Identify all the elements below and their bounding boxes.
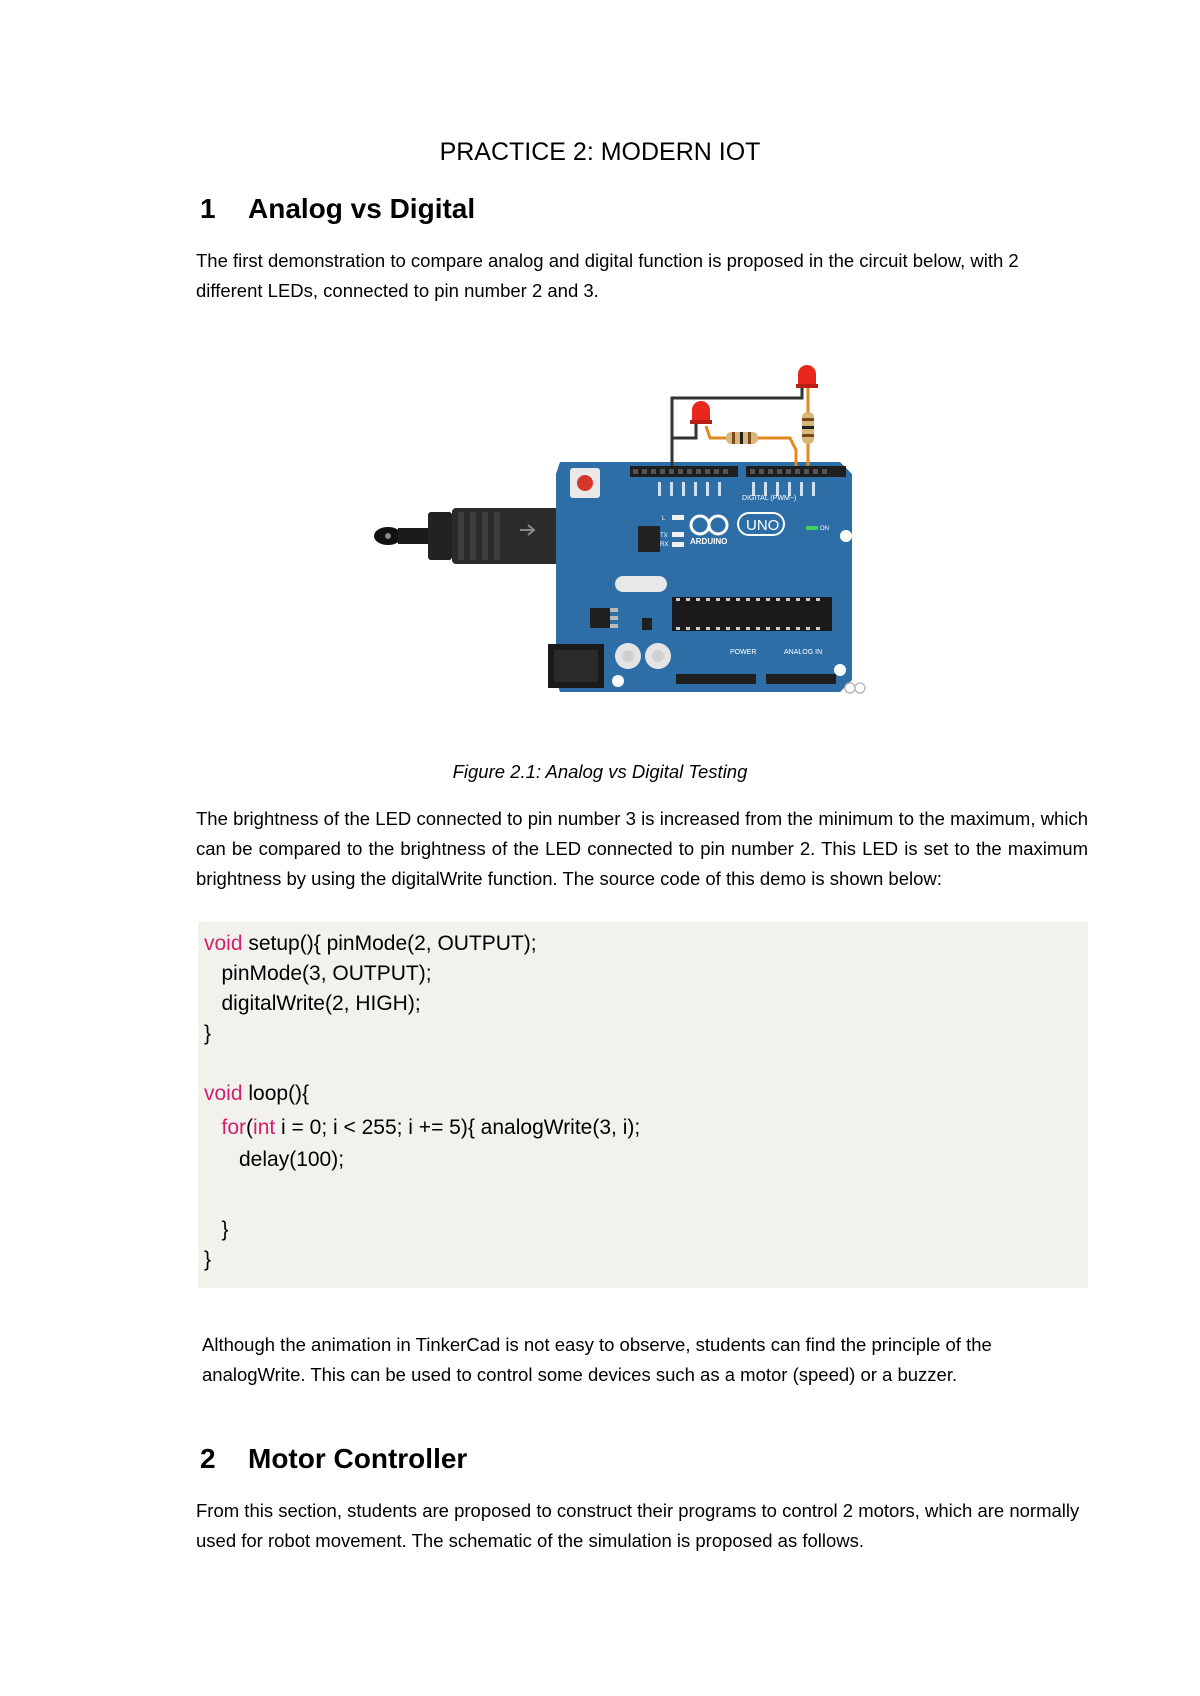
code-keyword: for (221, 1116, 247, 1139)
tx-label: TX (660, 533, 668, 539)
code-keyword: int (253, 1116, 276, 1139)
rx-label: RX (660, 542, 669, 548)
code-text: loop(){ (242, 1082, 310, 1105)
l-led-label: L (662, 516, 666, 522)
on-label: ON (820, 526, 829, 532)
analog-label: ANALOG IN (784, 649, 823, 656)
section-number: 1 (200, 193, 216, 224)
code-indent (204, 1116, 222, 1139)
section-heading (200, 1440, 467, 1478)
section-title: Motor Controller (248, 1443, 468, 1474)
code-block (198, 922, 1088, 1288)
resistor (726, 432, 758, 444)
code-line (204, 1080, 309, 1108)
brand-label: ARDUINO (690, 537, 728, 546)
section-title: Analog vs Digital (248, 193, 476, 224)
arduino-circuit-figure (370, 362, 900, 712)
digital-label: DIGITAL (PWM~) (742, 495, 797, 502)
resistor (802, 412, 814, 444)
code-keyword: void (204, 932, 243, 955)
code-line: } (204, 1218, 229, 1241)
section-number: 2 (200, 1443, 216, 1474)
figure-caption: Figure 2.1: Analog vs Digital Testing (452, 761, 748, 782)
power-label: POWER (730, 649, 757, 656)
code-line: delay(100); (204, 1148, 345, 1171)
code-keyword: void (204, 1082, 243, 1105)
code-line (204, 1114, 640, 1142)
code-text: i = 0; i < 255; i += 5){ analogWrite(3, i); (275, 1116, 641, 1139)
after-code-paragraph: Although the animation in TinkerCad is not easy to observe, students can find the principle of the analogWrite. This can be used to control some devices such as a motor (speed) or a buzzer. (202, 1334, 992, 1385)
code-line: } (204, 1022, 212, 1045)
arduino-board (548, 462, 865, 693)
code-line (204, 930, 537, 958)
code-line: digitalWrite(2, HIGH); (204, 992, 421, 1015)
body-paragraph: The brightness of the LED connected to pin number 3 is increased from the minimum to the maximum, which can be compared to the brightness of the LED connected to pin number 2. This LED is set to the maximum brightness by using the digitalWrite function. The source code of this demo is shown below: (196, 808, 1088, 889)
model-label: UNO (746, 517, 780, 534)
code-text: setup(){ pinMode(2, OUTPUT); (242, 932, 537, 955)
document-title: PRACTICE 2: MODERN IOT (439, 138, 761, 166)
code-line: } (204, 1248, 212, 1271)
led-pin-3 (796, 365, 818, 388)
section-heading (200, 190, 475, 228)
code-text: ( (246, 1116, 254, 1139)
section-intro-paragraph: The first demonstration to compare analog and digital function is proposed in the circuit below, with 2 different LEDs, connected to pin number 2 and 3. (196, 250, 1019, 301)
led-pin-2 (690, 401, 712, 424)
section-intro-paragraph: From this section, students are proposed to construct their programs to control 2 motors, which are normally used for robot movement. The schematic of the simulation is proposed as follows. (196, 1500, 1080, 1551)
code-line: pinMode(3, OUTPUT); (204, 962, 432, 985)
